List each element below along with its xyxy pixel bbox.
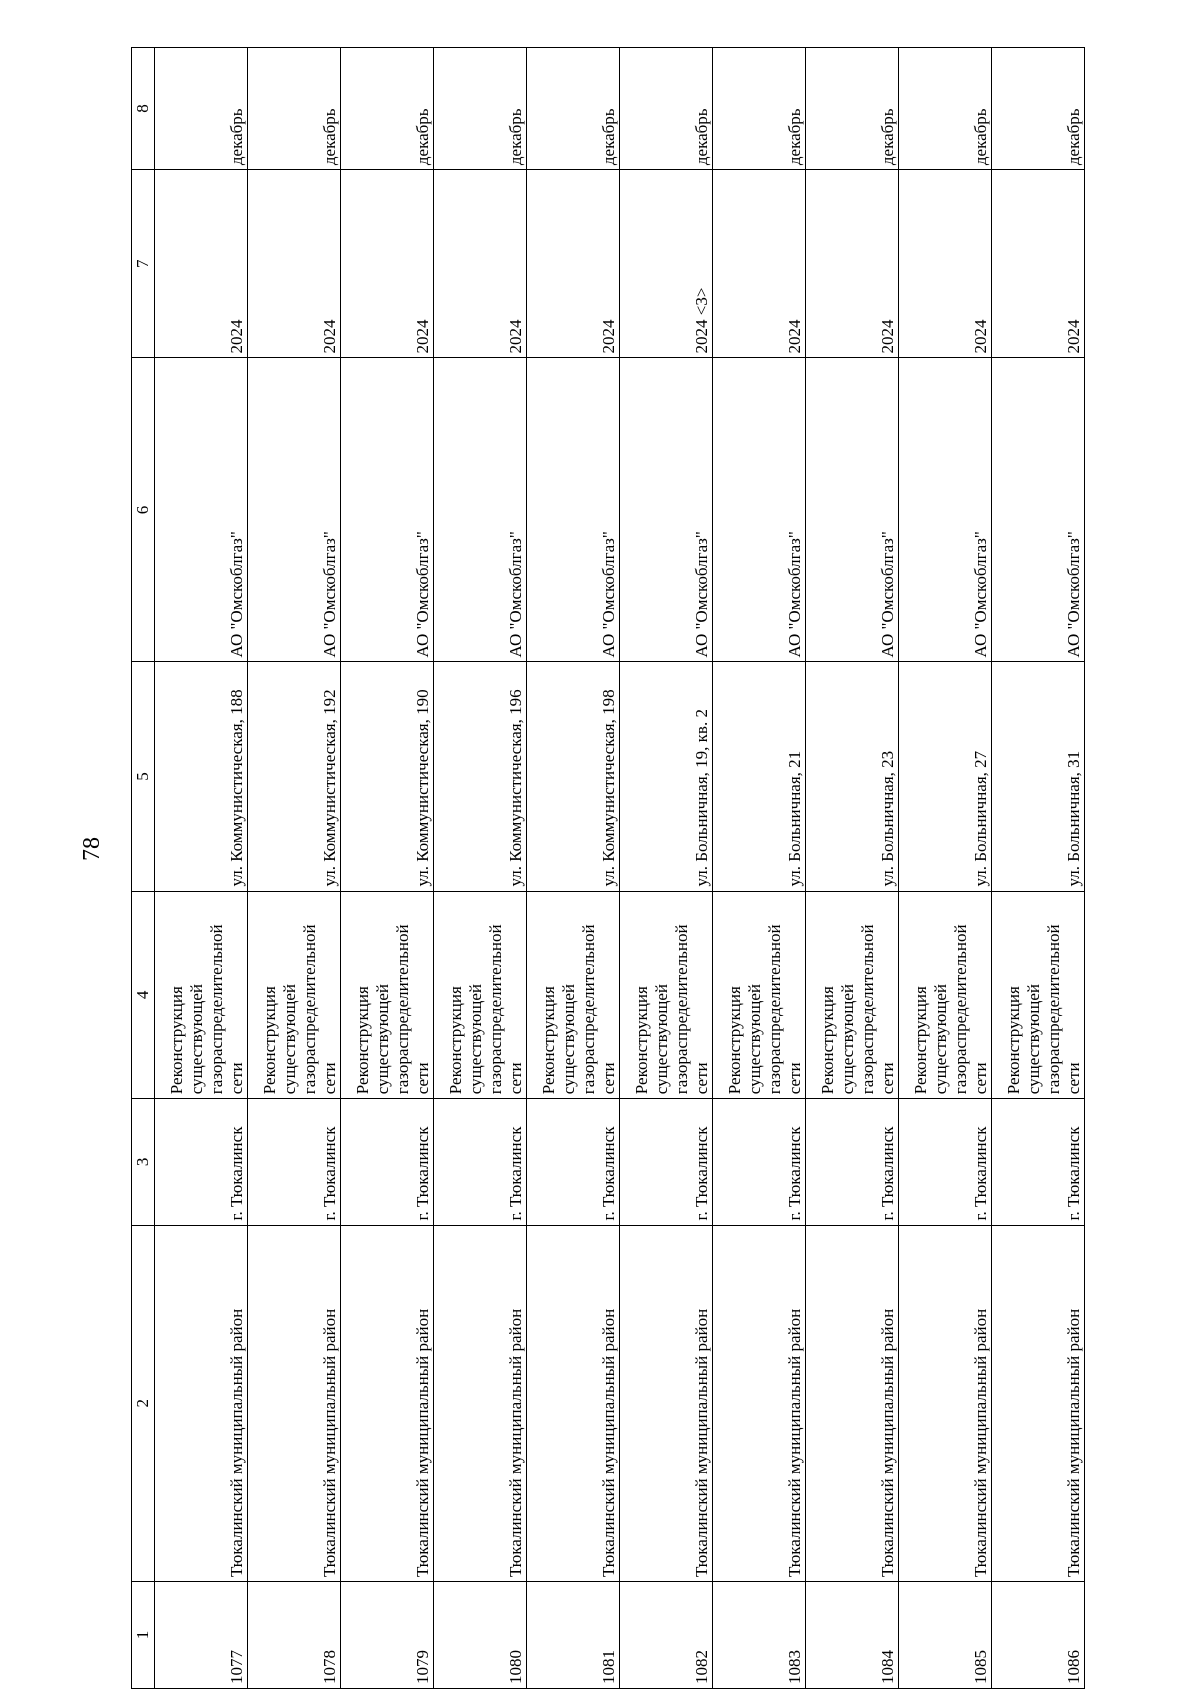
settlement-cell: г. Тюкалинск bbox=[992, 1099, 1085, 1225]
settlement-cell: г. Тюкалинск bbox=[434, 1099, 527, 1225]
row-number-cell: 1085 bbox=[899, 1581, 992, 1688]
year-cell: 2024 bbox=[899, 170, 992, 358]
year-cell: 2024 bbox=[713, 170, 806, 358]
year-cell: 2024 bbox=[248, 170, 341, 358]
table-body bbox=[132, 48, 1085, 1689]
settlement-cell: г. Тюкалинск bbox=[248, 1099, 341, 1225]
district-cell: Тюкалинский муниципальный район bbox=[341, 1225, 434, 1581]
column-number: 5 bbox=[132, 662, 155, 891]
settlement-cell: г. Тюкалинск bbox=[899, 1099, 992, 1225]
organization-cell: АО "Омскоблгаз" bbox=[992, 358, 1085, 662]
work-type-cell: Реконструкция существующей газораспределительной сети bbox=[713, 891, 806, 1099]
table-row bbox=[341, 48, 434, 1689]
column-number: 4 bbox=[132, 891, 155, 1099]
district-cell: Тюкалинский муниципальный район bbox=[899, 1225, 992, 1581]
organization-cell: АО "Омскоблгаз" bbox=[899, 358, 992, 662]
address-cell: ул. Больничная, 31 bbox=[992, 662, 1085, 891]
address-cell: ул. Коммунистическая, 190 bbox=[341, 662, 434, 891]
month-cell: декабрь bbox=[527, 48, 620, 170]
row-number-cell: 1081 bbox=[527, 1581, 620, 1688]
organization-cell: АО "Омскоблгаз" bbox=[341, 358, 434, 662]
month-cell: декабрь bbox=[155, 48, 248, 170]
organization-cell: АО "Омскоблгаз" bbox=[713, 358, 806, 662]
address-cell: ул. Коммунистическая, 196 bbox=[434, 662, 527, 891]
month-cell: декабрь bbox=[341, 48, 434, 170]
table-row bbox=[899, 48, 992, 1689]
month-cell: декабрь bbox=[248, 48, 341, 170]
table-row bbox=[620, 48, 713, 1689]
address-cell: ул. Коммунистическая, 192 bbox=[248, 662, 341, 891]
year-cell: 2024 bbox=[434, 170, 527, 358]
organization-cell: АО "Омскоблгаз" bbox=[155, 358, 248, 662]
settlement-cell: г. Тюкалинск bbox=[620, 1099, 713, 1225]
organization-cell: АО "Омскоблгаз" bbox=[527, 358, 620, 662]
work-type-cell: Реконструкция существующей газораспределительной сети bbox=[248, 891, 341, 1099]
month-cell: декабрь bbox=[713, 48, 806, 170]
year-cell: 2024 bbox=[155, 170, 248, 358]
column-number: 2 bbox=[132, 1225, 155, 1581]
district-cell: Тюкалинский муниципальный район bbox=[713, 1225, 806, 1581]
month-cell: декабрь bbox=[620, 48, 713, 170]
address-cell: ул. Коммунистическая, 188 bbox=[155, 662, 248, 891]
row-number-cell: 1082 bbox=[620, 1581, 713, 1688]
year-cell: 2024 <3> bbox=[620, 170, 713, 358]
row-number-cell: 1086 bbox=[992, 1581, 1085, 1688]
organization-cell: АО "Омскоблгаз" bbox=[806, 358, 899, 662]
row-number-cell: 1079 bbox=[341, 1581, 434, 1688]
work-type-cell: Реконструкция существующей газораспределительной сети bbox=[806, 891, 899, 1099]
table-row bbox=[806, 48, 899, 1689]
work-type-cell: Реконструкция существующей газораспределительной сети bbox=[620, 891, 713, 1099]
year-cell: 2024 bbox=[992, 170, 1085, 358]
row-number-cell: 1080 bbox=[434, 1581, 527, 1688]
address-cell: ул. Больничная, 27 bbox=[899, 662, 992, 891]
column-number: 8 bbox=[132, 48, 155, 170]
district-cell: Тюкалинский муниципальный район bbox=[806, 1225, 899, 1581]
year-cell: 2024 bbox=[806, 170, 899, 358]
row-number-cell: 1078 bbox=[248, 1581, 341, 1688]
settlement-cell: г. Тюкалинск bbox=[713, 1099, 806, 1225]
column-number: 1 bbox=[132, 1581, 155, 1688]
organization-cell: АО "Омскоблгаз" bbox=[434, 358, 527, 662]
table-row bbox=[527, 48, 620, 1689]
district-cell: Тюкалинский муниципальный район bbox=[527, 1225, 620, 1581]
gasification-table bbox=[131, 47, 1085, 1689]
work-type-cell: Реконструкция существующей газораспределительной сети bbox=[992, 891, 1085, 1099]
district-cell: Тюкалинский муниципальный район bbox=[248, 1225, 341, 1581]
month-cell: декабрь bbox=[992, 48, 1085, 170]
settlement-cell: г. Тюкалинск bbox=[527, 1099, 620, 1225]
organization-cell: АО "Омскоблгаз" bbox=[248, 358, 341, 662]
table-row bbox=[248, 48, 341, 1689]
month-cell: декабрь bbox=[899, 48, 992, 170]
rotated-table-wrapper bbox=[131, 47, 1113, 1689]
year-cell: 2024 bbox=[341, 170, 434, 358]
settlement-cell: г. Тюкалинск bbox=[341, 1099, 434, 1225]
year-cell: 2024 bbox=[527, 170, 620, 358]
table-row bbox=[992, 48, 1085, 1689]
address-cell: ул. Коммунистическая, 198 bbox=[527, 662, 620, 891]
column-number: 7 bbox=[132, 170, 155, 358]
district-cell: Тюкалинский муниципальный район bbox=[620, 1225, 713, 1581]
row-number-cell: 1077 bbox=[155, 1581, 248, 1688]
column-number: 3 bbox=[132, 1099, 155, 1225]
organization-cell: АО "Омскоблгаз" bbox=[620, 358, 713, 662]
month-cell: декабрь bbox=[434, 48, 527, 170]
column-number-row bbox=[132, 48, 155, 1689]
address-cell: ул. Больничная, 23 bbox=[806, 662, 899, 891]
row-number-cell: 1083 bbox=[713, 1581, 806, 1688]
row-number-cell: 1084 bbox=[806, 1581, 899, 1688]
page-number: 78 bbox=[79, 837, 105, 861]
address-cell: ул. Больничная, 21 bbox=[713, 662, 806, 891]
work-type-cell: Реконструкция существующей газораспределительной сети bbox=[899, 891, 992, 1099]
work-type-cell: Реконструкция существующей газораспределительной сети bbox=[527, 891, 620, 1099]
address-cell: ул. Больничная, 19, кв. 2 bbox=[620, 662, 713, 891]
table-row bbox=[155, 48, 248, 1689]
month-cell: декабрь bbox=[806, 48, 899, 170]
work-type-cell: Реконструкция существующей газораспределительной сети bbox=[434, 891, 527, 1099]
district-cell: Тюкалинский муниципальный район bbox=[434, 1225, 527, 1581]
district-cell: Тюкалинский муниципальный район bbox=[992, 1225, 1085, 1581]
table-row bbox=[434, 48, 527, 1689]
table-row bbox=[713, 48, 806, 1689]
settlement-cell: г. Тюкалинск bbox=[806, 1099, 899, 1225]
district-cell: Тюкалинский муниципальный район bbox=[155, 1225, 248, 1581]
column-number: 6 bbox=[132, 358, 155, 662]
work-type-cell: Реконструкция существующей газораспределительной сети bbox=[155, 891, 248, 1099]
settlement-cell: г. Тюкалинск bbox=[155, 1099, 248, 1225]
work-type-cell: Реконструкция существующей газораспределительной сети bbox=[341, 891, 434, 1099]
